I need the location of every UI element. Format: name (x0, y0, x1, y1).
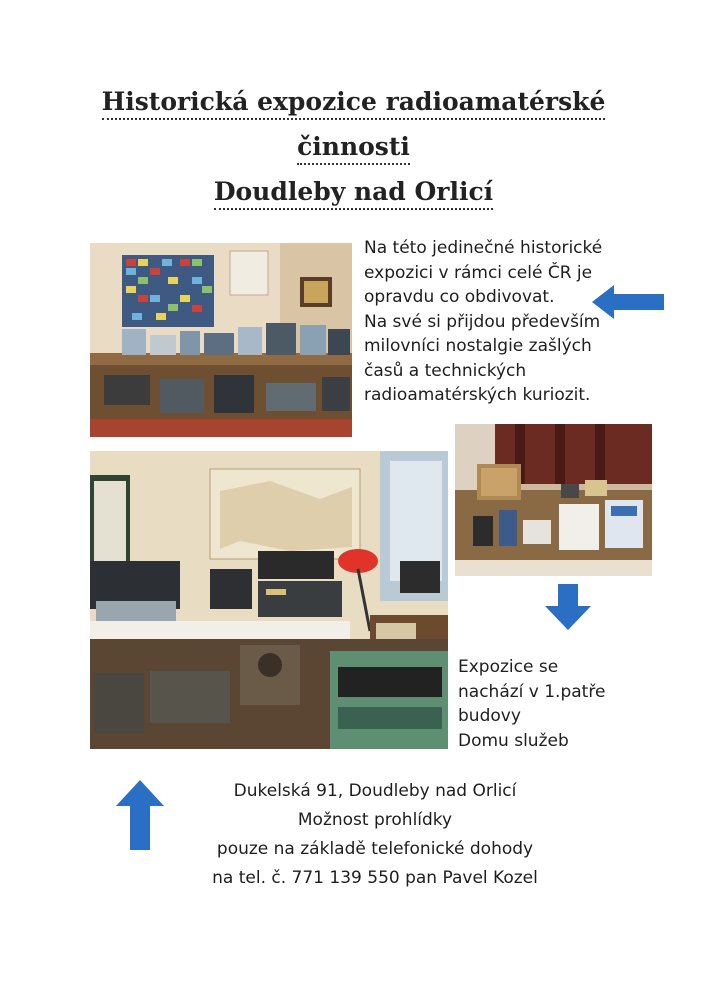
intro-line: Na této jedinečné historické (364, 238, 603, 258)
location-line: Expozice se (458, 657, 559, 677)
arrow-down-icon (545, 584, 591, 630)
intro-line: časů a technických (364, 360, 527, 381)
arrow-up-icon (116, 780, 164, 850)
location-line: Domu služeb (458, 730, 569, 751)
location-text (458, 655, 618, 753)
exhibition-room-photo (90, 243, 352, 437)
radio-station-corner-photo (90, 451, 448, 749)
address-text (160, 777, 590, 893)
phone-contact-line: na tel. č. 771 139 550 pan Pavel Kozel (212, 868, 538, 888)
intro-line: milovníci nostalgie zašlých (364, 336, 592, 356)
intro-line: expozici v rámci celé ČR je (364, 262, 593, 283)
poster-title (60, 82, 647, 217)
arrow-left-icon (592, 285, 664, 319)
visit-line: Možnost prohlídky (297, 810, 453, 830)
title-line-2: činnosti (297, 131, 410, 165)
intro-line: radioamatérských kuriozit. (364, 385, 591, 405)
intro-line: opravdu co obdivovat. (364, 287, 555, 307)
title-line-1: Historická expozice radioamatérské (102, 86, 606, 120)
location-line: nachází v 1.patře (458, 681, 606, 702)
address-line: Dukelská 91, Doudleby nad Orlicí (233, 781, 517, 801)
intro-line: Na své si přijdou především (364, 311, 601, 332)
location-line: budovy (458, 706, 521, 726)
title-line-3: Doudleby nad Orlicí (214, 176, 493, 210)
intro-text (364, 236, 654, 408)
equipment-table-photo (455, 424, 652, 576)
appointment-line: pouze na základě telefonické dohody (216, 839, 534, 859)
